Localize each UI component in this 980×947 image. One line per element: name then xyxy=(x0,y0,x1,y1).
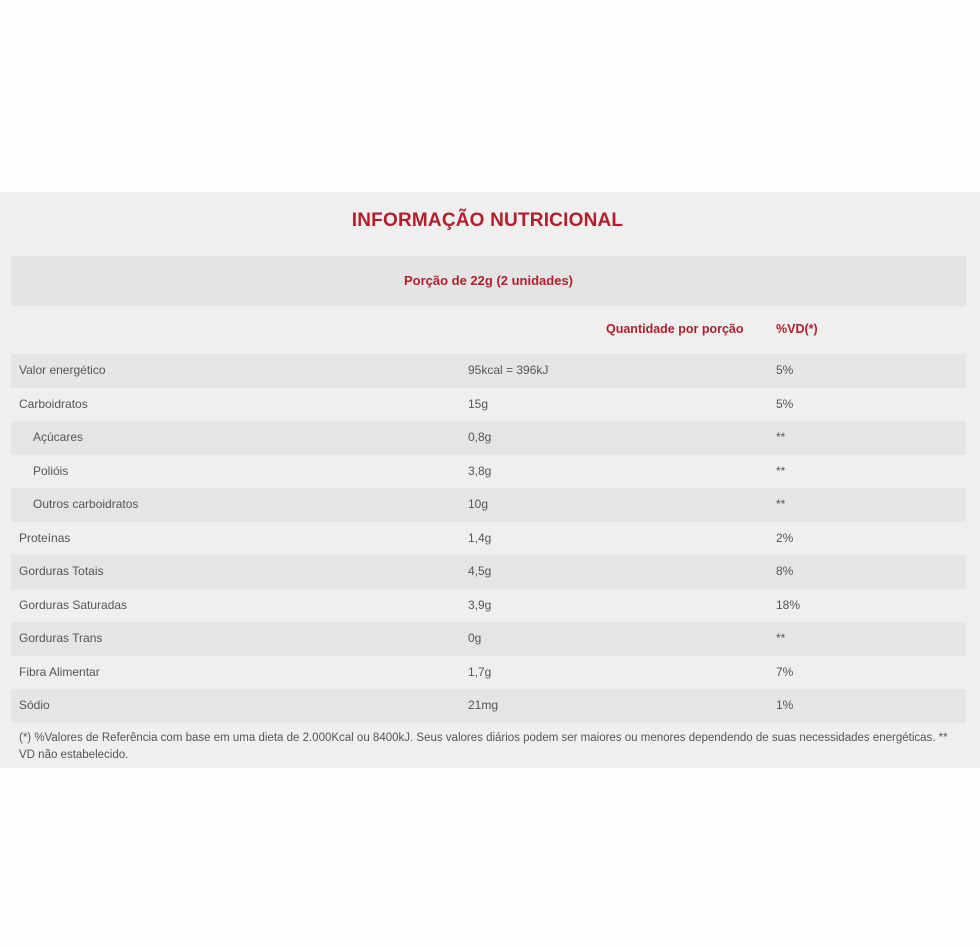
nutrient-name: Sódio xyxy=(19,698,50,712)
nutrient-vd: ** xyxy=(776,631,786,645)
nutrient-name: Gorduras Trans xyxy=(19,631,103,645)
quantity-column-header: Quantidade por porção xyxy=(606,322,744,336)
nutrient-vd: 5% xyxy=(776,363,794,377)
table-row xyxy=(11,689,966,723)
nutrient-vd: 1% xyxy=(776,698,794,712)
nutrient-vd: 7% xyxy=(776,664,794,679)
nutrient-vd: 8% xyxy=(776,564,794,578)
table-row xyxy=(11,354,966,388)
table-row xyxy=(11,589,966,623)
reference-footnote: (*) %Valores de Referência com base em uma dieta de 2.000Kcal ou 8400kJ. Seus valores diários podem ser maiores ou menores dependendo de suas necessidades energéticas. ** VD não estabelecido. xyxy=(19,732,948,761)
nutrient-amount: 95kcal = 396kJ xyxy=(468,363,549,377)
nutrient-name: Outros carboidratos xyxy=(33,497,139,511)
nutrient-name: Gorduras Totais xyxy=(19,564,104,578)
table-row xyxy=(11,522,966,556)
table-row xyxy=(11,388,966,422)
table-row xyxy=(11,488,966,522)
nutrition-table xyxy=(11,354,966,723)
nutrient-amount: 1,7g xyxy=(468,664,492,679)
nutrient-amount: 21mg xyxy=(468,698,499,712)
nutrient-vd: 18% xyxy=(776,597,801,612)
nutrient-amount: 1,4g xyxy=(468,530,492,545)
nutrient-vd: ** xyxy=(776,463,786,478)
table-row xyxy=(11,555,966,589)
nutrient-amount: 15g xyxy=(468,396,489,411)
table-row xyxy=(11,622,966,656)
nutrient-name: Polióis xyxy=(33,463,69,478)
portion-banner: Porção de 22g (2 unidades) xyxy=(11,256,966,306)
nutrient-amount: 0,8g xyxy=(468,430,492,444)
table-row xyxy=(11,421,966,455)
nutrient-name: Proteínas xyxy=(19,530,71,545)
nutrient-name: Gorduras Saturadas xyxy=(19,597,128,612)
nutrient-vd: 2% xyxy=(776,530,794,545)
nutrient-amount: 10g xyxy=(468,497,489,511)
table-row xyxy=(11,656,966,690)
vd-column-header: %VD(*) xyxy=(776,322,818,336)
nutrient-vd: ** xyxy=(776,430,786,444)
nutrition-panel xyxy=(0,192,980,768)
nutrient-amount: 4,5g xyxy=(468,564,492,578)
nutrient-amount: 0g xyxy=(468,631,482,645)
nutrient-name: Valor energético xyxy=(19,363,106,377)
nutrient-vd: 5% xyxy=(776,396,794,411)
nutrient-amount: 3,8g xyxy=(468,463,492,478)
nutrient-name: Açúcares xyxy=(33,430,84,444)
table-row xyxy=(11,455,966,489)
nutrient-name: Carboidratos xyxy=(19,396,88,411)
nutrient-name: Fibra Alimentar xyxy=(19,664,100,679)
nutrition-title: INFORMAÇÃO NUTRICIONAL xyxy=(351,210,624,231)
nutrient-vd: ** xyxy=(776,497,786,511)
nutrient-amount: 3,9g xyxy=(468,597,492,612)
